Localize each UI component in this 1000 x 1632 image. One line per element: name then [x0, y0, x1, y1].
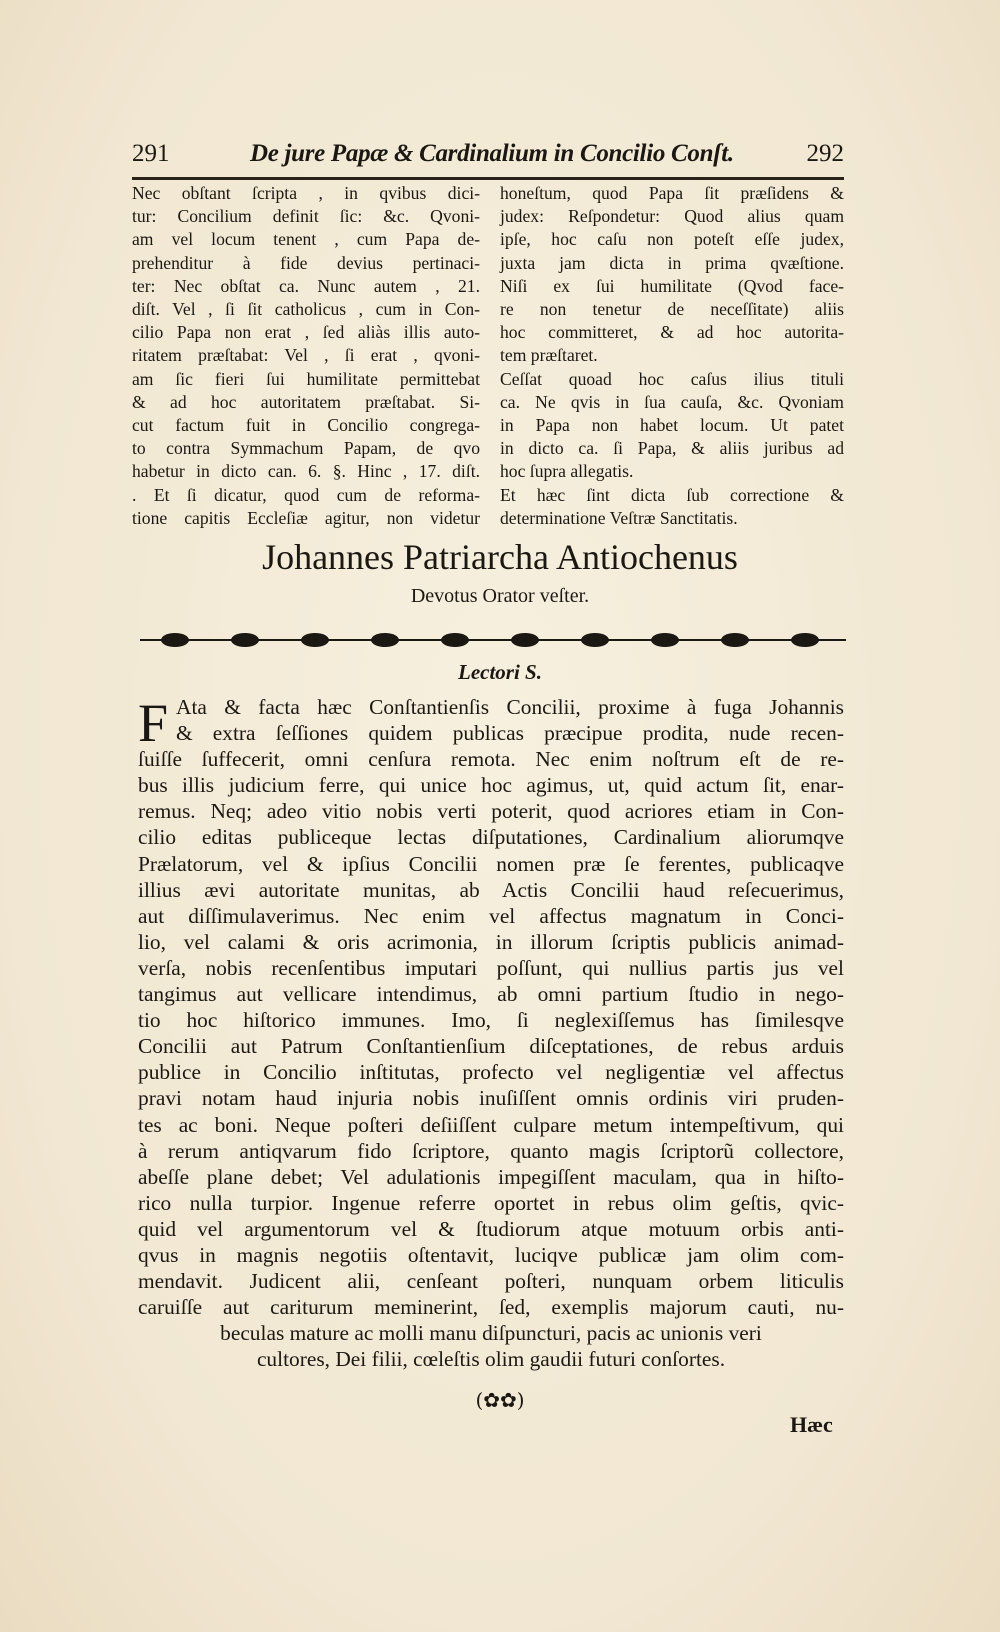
text-line: cultores, Dei filii, cœleſtis olim gaudii futuri conſortes. [256, 1347, 726, 1372]
ornament-knot-icon [791, 633, 819, 647]
text-line: beculas mature ac molli manu diſpuncturi, pacis ac unionis veri [220, 1321, 762, 1346]
text-line: in dicto ca. ſi Papa, & aliis juribus ad [500, 438, 844, 459]
text-line: am ſic fieri ſui humilitate permittebat [132, 368, 480, 389]
text-line: cilio editas publiceque lectas diſputationes, Cardinalium aliorumqve [138, 825, 844, 850]
ornament-knot-icon [301, 633, 329, 647]
text-line: ritatem præſtabat: Vel , ſi erat , qvoni- [132, 345, 480, 366]
text-line: Concilii aut Patrum Conſtantienſium diſceptationes, de rebus arduis [138, 1034, 844, 1059]
ornament-knot-icon [441, 633, 469, 647]
text-line: cilio Papa non erat , ſed aliàs illis auto- [132, 322, 480, 343]
text-line: Nec obſtant ſcripta , in qvibus dici- [132, 183, 480, 203]
ornament-knot-icon [161, 633, 189, 647]
section-heading: Lectori S. [458, 660, 542, 684]
text-line: pravi notam haud injuria nobis inuſiſſent omnis ordinis viri pruden- [138, 1086, 844, 1111]
right-column [500, 182, 844, 530]
text-line: remus. Neq; adeo vitio nobis verti poterit, quod acriores etiam in Con- [138, 799, 844, 824]
ornament-knot-icon [721, 633, 749, 647]
text-line: tangimus aut vellicare intendimus, ab omni partium ſtudio in nego- [138, 982, 844, 1007]
preface-text [138, 694, 844, 1372]
page-number-right: 292 [806, 140, 844, 167]
text-line: in Papa non habet locum. Ut patet [500, 415, 844, 436]
ornament-knot-icon [581, 633, 609, 647]
text-line: hoc committeret, & ad hoc autorita- [500, 322, 844, 343]
left-column [132, 182, 480, 530]
text-line: Niſi ex ſui humilitate (Qvod face- [500, 275, 844, 296]
text-line: honeſtum, quod Papa ſit præſidens & [500, 183, 844, 203]
text-line: bus illis judicium ferre, qui unice hoc agimus, ut, quid actum ſit, enar- [138, 773, 844, 798]
signature-subtitle: Devotus Orator veſter. [410, 585, 590, 607]
text-line: re non tenetur de neceſſitate) aliis [500, 299, 844, 320]
text-line: & ad hoc autoritatem præſtabat. Si- [132, 391, 480, 412]
text-line: lio, vel calami & oris acrimonia, in illorum ſcriptis publicis animad- [138, 929, 844, 954]
text-line: Ceſſat quoad hoc caſus ilius tituli [500, 368, 844, 389]
text-line: tione capitis Eccleſiæ agitur, non videtur [132, 507, 480, 528]
text-line: to contra Symmachum Papam, de qvo [132, 438, 480, 459]
text-line: determinatione Veſtræ Sanctitatis. [500, 507, 738, 528]
text-line: diſt. Vel , ſi ſit catholicus , cum in Con- [132, 299, 480, 320]
text-line: caruiſſe aut cariturum meminerint, ſed, exemplis majorum cauti, nu- [138, 1295, 844, 1320]
catchword: Hæc [790, 1412, 833, 1437]
ornament-knot-icon [231, 633, 259, 647]
header-rule [132, 177, 844, 180]
text-line: tem præſtaret. [500, 345, 598, 366]
running-title: De jure Papæ & Cardinalium in Concilio Conſt. [250, 140, 734, 167]
ornament-knot-icon [651, 633, 679, 647]
text-line: verſa, nobis recenſentibus imputari poſſunt, qui nullius partis jus vel [138, 955, 844, 980]
text-line: quid vel argumentorum vel & ſtudiorum atque motuum orbis anti- [138, 1216, 844, 1241]
text-line: & extra ſeſſiones quidem publicas præcipue prodita, nude recen- [176, 721, 844, 746]
text-line: rico nulla turpior. Ingenue referre oportet in rebus olim geſtis, qvic- [138, 1190, 844, 1215]
text-line: à rerum antiqvarum fido ſcriptore, quanto magis ſcriptorũ collectore, [138, 1138, 844, 1163]
end-ornament-icon: (✿✿) [475, 1388, 525, 1412]
text-line: juxta jam dicta in prima qvæſtione. [500, 252, 844, 273]
text-line: ſuiſſe ſuffecerit, omni cenſura remota. Nec enim noſtrum eſt de re- [138, 747, 844, 772]
text-line: am vel locum tenent , cum Papa de- [132, 229, 480, 250]
page-header [132, 140, 844, 174]
page-number-left: 291 [132, 140, 170, 167]
text-line: abeſſe plane debet; Vel adulationis impegiſſent maculam, qua in hiſto- [138, 1164, 844, 1189]
text-line: habetur in dicto can. 6. §. Hinc , 17. diſt. [132, 461, 480, 482]
text-line: Prælatorum, vel & ipſius Concilii nomen præ ſe ferentes, publicaqve [138, 851, 844, 876]
text-line: ca. Ne qvis in ſua cauſa, &c. Qvoniam [500, 391, 844, 412]
ornament-knot-icon [511, 633, 539, 647]
text-line: ipſe, hoc caſu non poteſt eſſe judex, [500, 229, 844, 250]
text-line: qvus in magnis negotiis oſtentavit, luciqve publicæ jam olim com- [138, 1242, 844, 1267]
text-line: cut factum fuit in Concilio congrega- [132, 415, 480, 436]
text-line: mendavit. Judicent alii, cenſeant poſteri, nunquam orbem liticulis [138, 1269, 844, 1294]
text-line: aut diſſimulaverimus. Nec enim vel affectus magnatum in Conci- [138, 903, 844, 928]
ornament-divider-icon [140, 630, 846, 650]
text-line: . Et ſi dicatur, quod cum de reforma- [132, 484, 480, 505]
signature-name: Johannes Patriarcha Antiochenus [262, 537, 738, 577]
text-line: tio hoc hiſtorico immunes. Imo, ſi neglexiſſemus has ſimilesqve [138, 1008, 844, 1033]
text-line: Ata & facta hæc Conſtantienſis Concilii, proxime à fuga Johannis [176, 695, 844, 719]
text-line: tur: Concilium definit ſic: &c. Qvoni- [132, 206, 480, 227]
drop-cap: F [138, 693, 169, 753]
text-line: hoc ſupra allegatis. [500, 461, 634, 482]
ornament-knot-icon [371, 633, 399, 647]
text-line: ter: Nec obſtat ca. Nunc autem , 21. [132, 275, 480, 296]
text-line: publice in Concilio inſtitutas, profecto vel negligentiæ vel affectus [138, 1060, 844, 1085]
text-line: Et hæc ſint dicta ſub correctione & [500, 484, 844, 505]
text-line: judex: Reſpondetur: Quod alius quam [500, 206, 844, 227]
text-line: illius ævi autoritate munitas, ab Actis Concilii haud reſecuerimus, [138, 877, 844, 902]
text-line: prehenditur à fide devius pertinaci- [132, 252, 480, 273]
text-line: tes ac boni. Neque poſteri deſiiſſent culpare metum intempeſtivum, qui [138, 1112, 844, 1137]
